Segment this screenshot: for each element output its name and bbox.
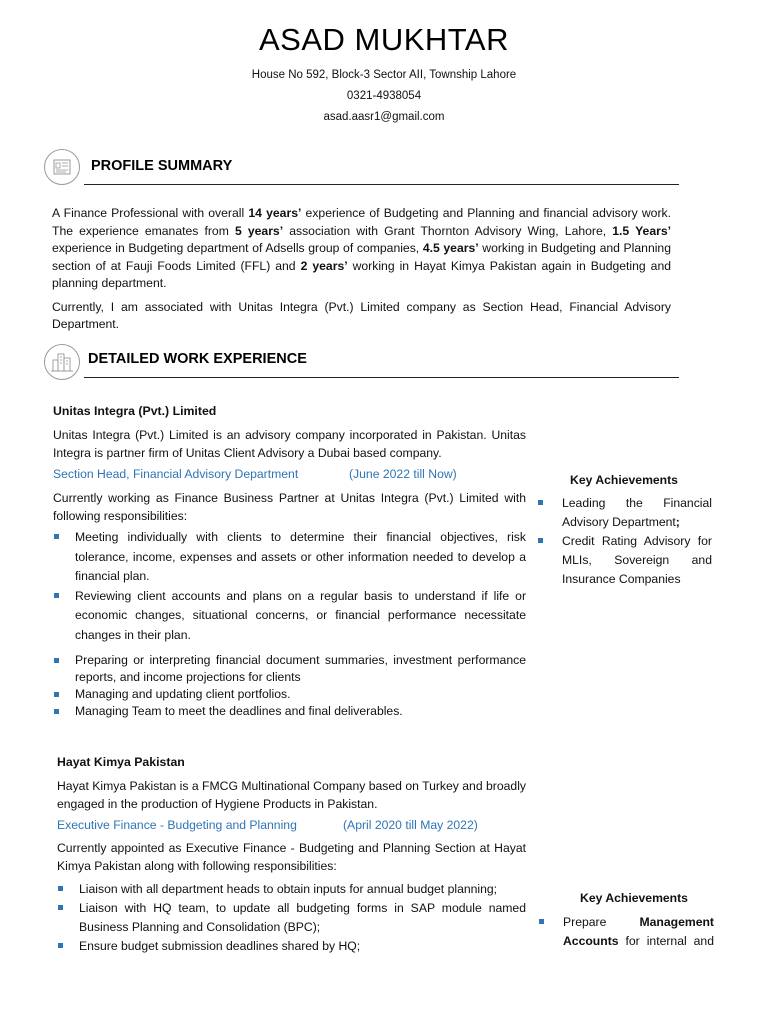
job-2-key-achievements bbox=[539, 913, 714, 951]
address: House No 592, Block-3 Sector AII, Township Lahore bbox=[251, 69, 517, 81]
profile-summary-body bbox=[52, 205, 671, 334]
phone: 0321-4938054 bbox=[346, 90, 422, 102]
bullet-icon bbox=[539, 919, 544, 924]
list-item: Managing and updating client portfolios. bbox=[53, 686, 526, 703]
city-buildings-icon bbox=[44, 344, 80, 380]
job-1-key-achievements bbox=[538, 494, 712, 589]
list-item: Credit Rating Advisory for MLIs, Sovereign and Insurance Companies bbox=[538, 532, 712, 589]
list-item: Liaison with HQ team, to update all budgeting forms in SAP module named Business Planning and Consolidation (BPC); bbox=[57, 899, 526, 937]
job-1-company: Unitas Integra (Pvt.) Limited bbox=[53, 404, 217, 418]
list-item: Meeting individually with clients to determine their financial objectives, risk tolerance, income, expenses and assets or other information needed to develop a financial plan. bbox=[53, 528, 526, 587]
candidate-name: ASAD MUKHTAR bbox=[258, 22, 509, 57]
bullet-icon bbox=[54, 692, 59, 697]
profile-paragraph-2: Currently, I am associated with Unitas Integra (Pvt.) Limited company as Section Head, Financial Advisory Department. bbox=[52, 299, 671, 331]
list-item: Leading the Financial Advisory Department; bbox=[538, 494, 712, 532]
bullet-icon bbox=[54, 593, 59, 598]
job-2-key-achievements-title: Key Achievements bbox=[580, 891, 688, 905]
profile-paragraph-1: A Finance Professional with overall 14 years’ experience of Budgeting and Planning and financial advisory work. The experience emanates from 5 years’ association with Grant Thornton Advisory Wing, Lahore, 1.5 Years’ experience in Budgeting department of Adsells group of companies, 4.5 years’ working in Budgeting and Planning section of at Fauji Foods Limited (FFL) and 2 years’ working in Hayat Kimya Pakistan again in Budgeting and planning department. bbox=[52, 206, 672, 290]
bullet-icon bbox=[58, 886, 63, 891]
job-1-role: Section Head, Financial Advisory Department bbox=[53, 467, 299, 481]
job-1-dates: (June 2022 till Now) bbox=[349, 467, 457, 481]
job-1-intro: Currently working as Finance Business Partner at Unitas Integra (Pvt.) Limited with following responsibilities: bbox=[53, 491, 526, 523]
job-2-description: Hayat Kimya Pakistan is a FMCG Multinational Company based on Turkey and broadly engaged in the production of Hygiene Products in Pakistan. bbox=[57, 779, 526, 811]
job-1-description: Unitas Integra (Pvt.) Limited is an advisory company incorporated in Pakistan. Unitas Integra is partner firm of Unitas Client Advisory a Dubai based company. bbox=[53, 428, 526, 460]
job-2-intro: Currently appointed as Executive Finance - Budgeting and Planning Section at Hayat Kimya Pakistan along with following responsibilities: bbox=[57, 841, 526, 873]
bullet-icon bbox=[54, 658, 59, 663]
work-experience-rule bbox=[84, 377, 679, 378]
bullet-icon bbox=[538, 538, 543, 543]
bullet-icon bbox=[538, 500, 543, 505]
bullet-icon bbox=[58, 943, 63, 948]
list-item: Reviewing client accounts and plans on a regular basis to understand if life or economic changes, situational concerns, or financial performance necessitate changes in their plan. bbox=[53, 587, 526, 646]
profile-summary-title: PROFILE SUMMARY bbox=[91, 158, 233, 174]
email: asad.aasr1@gmail.com bbox=[323, 111, 445, 123]
list-item: Managing Team to meet the deadlines and final deliverables. bbox=[53, 703, 526, 720]
resume-icon bbox=[44, 149, 80, 185]
list-item: Prepare Management Accounts for internal and bbox=[539, 913, 714, 951]
job-2-dates: (April 2020 till May 2022) bbox=[343, 818, 478, 832]
bullet-icon bbox=[54, 534, 59, 539]
list-item: Preparing or interpreting financial document summaries, investment performance reports, and income projections for clients bbox=[53, 652, 526, 686]
job-1-key-achievements-title: Key Achievements bbox=[570, 473, 678, 487]
job-1-responsibilities bbox=[53, 528, 526, 720]
work-experience-title: DETAILED WORK EXPERIENCE bbox=[88, 351, 307, 367]
job-2-role: Executive Finance - Budgeting and Planning bbox=[57, 818, 297, 832]
job-2-responsibilities bbox=[57, 880, 526, 956]
profile-summary-rule bbox=[84, 184, 679, 185]
bullet-icon bbox=[58, 905, 63, 910]
bullet-icon bbox=[54, 709, 59, 714]
list-item: Ensure budget submission deadlines shared by HQ; bbox=[57, 937, 526, 956]
list-item: Liaison with all department heads to obtain inputs for annual budget planning; bbox=[57, 880, 526, 899]
job-2-company: Hayat Kimya Pakistan bbox=[57, 755, 185, 769]
